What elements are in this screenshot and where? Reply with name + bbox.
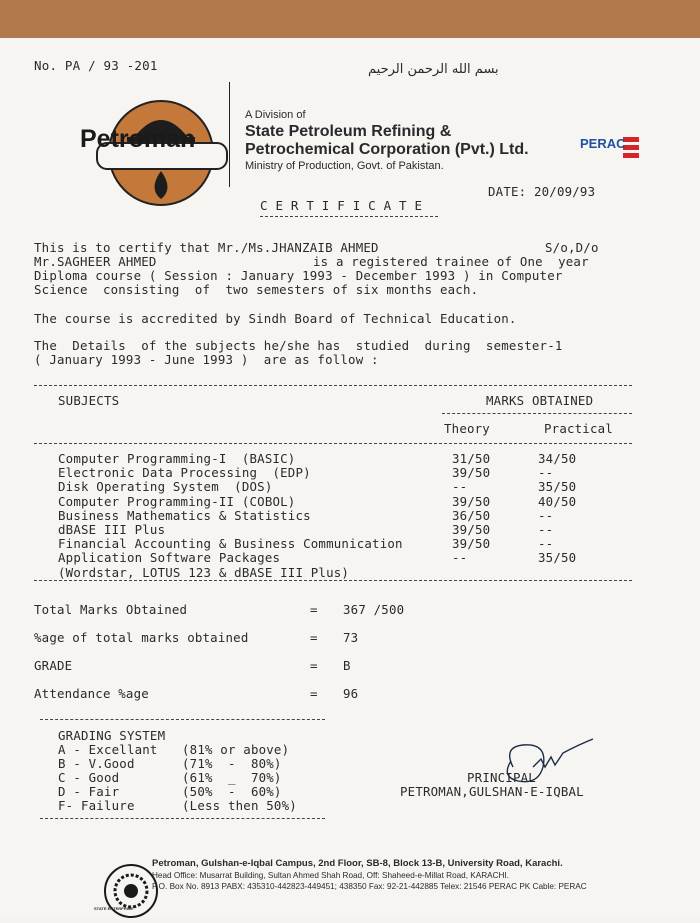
table-row-theory: --: [452, 479, 468, 495]
table-row-subject: Computer Programming-II (COBOL): [58, 493, 296, 509]
petroman-logo-icon: [93, 99, 233, 209]
details-line2: ( January 1993 - June 1993 ) are as follow :: [34, 352, 379, 367]
grading-range: (50% - 60%): [182, 784, 282, 799]
summary-label: Total Marks Obtained: [34, 602, 188, 617]
table-row-subject: (Wordstar, LOTUS 123 & dBASE III Plus): [58, 564, 350, 580]
grading-grade: A - Excellant: [58, 742, 158, 757]
table-header-border: [34, 443, 632, 444]
org-name-line1: State Petroleum Refining &: [245, 123, 452, 140]
body-line2-father: Mr.SAGHEER AHMED: [34, 254, 157, 269]
table-row-practical: --: [538, 536, 554, 552]
summary-value: 96: [343, 686, 359, 701]
table-top-border: [34, 385, 632, 386]
table-row-theory: 39/50: [452, 465, 491, 481]
col-practical: Practical: [544, 421, 613, 436]
certificate-date: DATE: 20/09/93: [488, 184, 596, 199]
title-underline: [260, 216, 438, 217]
body-line1: This is to certify that Mr./Ms.JHANZAIB AHMED: [34, 240, 379, 255]
grading-grade: B - V.Good: [58, 756, 135, 771]
grading-top-border: [40, 719, 325, 720]
table-row-practical: 35/50: [538, 479, 577, 495]
org-name-line2: Petrochemical Corporation (Pvt.) Ltd.: [245, 141, 529, 158]
summary-equals: =: [310, 686, 318, 701]
grading-grade: F- Failure: [58, 798, 135, 813]
grading-title: GRADING SYSTEM: [58, 728, 166, 743]
summary-equals: =: [310, 658, 318, 673]
perac-label: PERAC: [580, 136, 626, 151]
grading-bottom-border: [40, 818, 325, 819]
col-subjects: SUBJECTS: [58, 393, 120, 408]
summary-equals: =: [310, 630, 318, 645]
table-row-subject: Electronic Data Processing (EDP): [58, 465, 311, 481]
grading-range: (81% or above): [182, 742, 290, 757]
summary-label: %age of total marks obtained: [34, 630, 249, 645]
grading-range: (Less then 50%): [182, 798, 297, 813]
table-row-theory: 39/50: [452, 493, 491, 509]
table-row-theory: --: [452, 550, 468, 566]
state-enterprise-seal: [84, 844, 140, 900]
col-theory: Theory: [444, 421, 490, 436]
table-row-theory: 36/50: [452, 507, 491, 523]
table-row-subject: dBASE III Plus: [58, 522, 166, 537]
grading-range: (61% _ 70%): [182, 770, 282, 785]
table-row-subject: Disk Operating System (DOS): [58, 479, 273, 495]
bismillah-calligraphy: بسم الله الرحمن الرحيم: [368, 62, 499, 77]
details-line1: The Details of the subjects he/she has studied during semester-1: [34, 338, 563, 353]
table-row-theory: 39/50: [452, 522, 491, 537]
grading-grade: C - Good: [58, 770, 120, 785]
logo-wordmark: Petroman: [80, 125, 196, 153]
summary-equals: =: [310, 602, 318, 617]
certificate-title: C E R T I F I C A T E: [260, 198, 423, 213]
table-row-practical: --: [538, 507, 554, 523]
table-row-practical: --: [538, 522, 554, 537]
summary-label: Attendance %age: [34, 686, 149, 701]
summary-label: GRADE: [34, 658, 73, 673]
division-label: A Division of: [245, 109, 306, 121]
summary-value: 367 /500: [343, 602, 405, 617]
summary-value: B: [343, 658, 351, 673]
accreditation-line: The course is accredited by Sindh Board of Technical Education.: [34, 311, 517, 326]
table-row-practical: --: [538, 465, 554, 481]
grading-range: (71% - 80%): [182, 756, 282, 771]
table-row-subject: Application Software Packages: [58, 550, 281, 566]
table-row-subject: Financial Accounting & Business Communication: [58, 536, 403, 552]
table-row-subject: Business Mathematics & Statistics: [58, 507, 311, 523]
footer-line3: P.O. Box No. 8913 PABX: 435310-442823-449451; 438350 Fax: 92-21-442885 Telex: 21546 PERAC PK Cable: PERAC: [152, 882, 587, 891]
table-row-practical: 34/50: [538, 451, 577, 466]
top-brown-band: [0, 0, 700, 38]
grading-grade: D - Fair: [58, 784, 120, 799]
body-line1-relation: S/o,D/o: [545, 240, 599, 255]
principal-title: PRINCIPAL: [467, 770, 536, 785]
col-marks-obtained: MARKS OBTAINED: [486, 393, 594, 408]
principal-place: PETROMAN,GULSHAN-E-IQBAL: [400, 784, 584, 799]
footer-line2: Head Office: Musarrat Building, Sultan Ahmed Shah Road, Off: Shaheed-e-Millat Road, KARACHI.: [152, 871, 509, 880]
table-row-theory: 39/50: [452, 536, 491, 552]
body-line4: Science consisting of two semesters of six months each.: [34, 282, 479, 297]
header-divider: [229, 82, 230, 187]
marks-subheader-rule: [442, 413, 632, 414]
table-row-subject: Computer Programming-I (BASIC): [58, 451, 296, 466]
table-bottom-border: [34, 580, 632, 581]
body-line2-rest: is a registered trainee of One year: [313, 254, 589, 269]
principal-signature: [474, 718, 584, 772]
reference-number: No. PA / 93 -201: [34, 58, 158, 73]
seal-text: STATE ENTERPRISE: [94, 906, 134, 911]
footer-line1: Petroman, Gulshan-e-Iqbal Campus, 2nd Floor, SB-8, Block 13-B, University Road, Karachi.: [152, 858, 563, 869]
table-row-practical: 40/50: [538, 493, 577, 509]
summary-value: 73: [343, 630, 359, 645]
ministry-label: Ministry of Production, Govt. of Pakistan.: [245, 160, 444, 172]
table-row-theory: 31/50: [452, 451, 491, 466]
table-row-practical: 35/50: [538, 550, 577, 566]
body-line3: Diploma course ( Session : January 1993 - December 1993 ) in Computer: [34, 268, 563, 283]
